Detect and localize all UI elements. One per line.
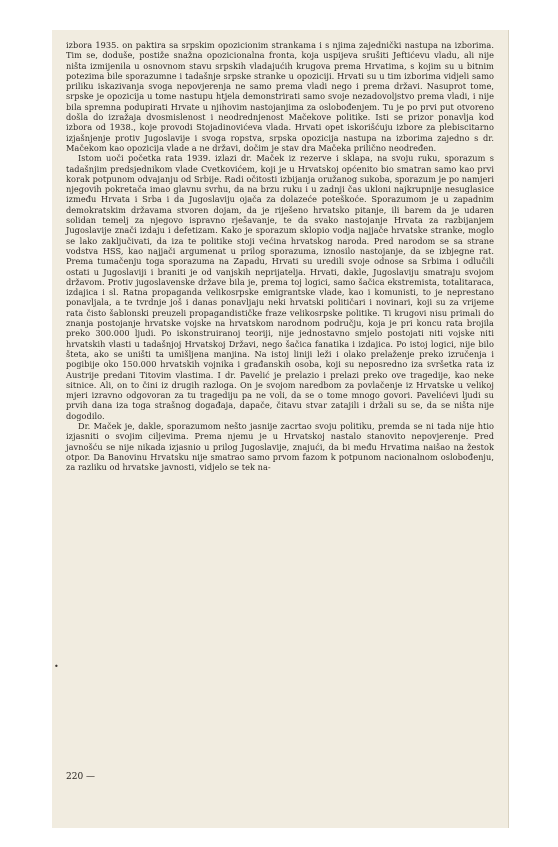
body-text bbox=[66, 40, 494, 472]
page-number: 220 — bbox=[66, 772, 96, 782]
paragraph-1: izbora 1935. on paktira sa srpskim opozicionim strankama i s njima zajednički nastupa na izborima. Tim se, doduše, postiže snažna opozicionalna fronta, koja uspijeva srušiti Jeftićevu vladu, ali nije ništa izmijenila u osnovnom stavu srpskih vladajućih krugova prema Hrvatima, s kojim su u bitnim potezima bile sporazumne i tadašnje srpske stranke u opoziciji. Hrvati su u tim izborima vidjeli samo priliku iskazivanja svoga nepovjerenja ne samo prema vladi nego i prema državi. Nasuprot tome, srpske je opozicija u tome nastupu htjela demonstrirati samo svoje nezadovoljstvo prema vladi, i nije bila spremna podupirati Hrvate u njihovim nastojanjima za oslobođenjem. Tu je po prvi put otvoreno došla do izražaja dvosmislenost i neodrednjenost Mačekove politike. Isti se prizor ponavlja kod izbora od 1938., koje provodi Stojadinovićeva vlada. Hrvati opet iskorišćuju izbore za plebiscitarno izjašnjenje protiv Jugoslavije i svoga ropstva, srpska opozicija nastupa na izborima zajedno s dr. Mačekom kao opozicija vlade a ne državi, dočim je stav dra Mačeka prilično neodređen. bbox=[66, 40, 494, 153]
book-page bbox=[52, 30, 509, 828]
margin-mark: • bbox=[54, 662, 59, 671]
paragraph-3: Dr. Maček je, dakle, sporazumom nešto jasnije zacrtao svoju politiku, premda se ni tada nije htio izjasniti o svojim ciljevima. Prema njemu je u Hrvatskoj nastalo stanovito nepovjerenje. Pred javnošću se nije nikada izjasnio u prilog Jugoslavije, znajući, da bi među Hrvatima naišao na žestok otpor. Da Banovinu Hrvatsku nije smatrao samo prvom fazom k potpunom nacionalnom oslobođenju, za razliku od hrvatske javnosti, vidjelo se tek na- bbox=[66, 420, 494, 473]
paragraph-2: Istom uoči početka rata 1939. izlazi dr. Maček iz rezerve i sklapa, na svoju ruku, sporazum s tadašnjim predsjednikom vlade Cvetkovićem, koji je u Hrvatskoj općenito bio smatran samo kao prvi korak potpunom odvajanju od Srbije. Radi očitosti izbijanja oružanog sukoba, sporazum je po namjeri njegovih pokretača imao glavnu svrhu, da na brzu ruku i u zadnji čas ukloni najkrupnije nesuglasice između Hrvata i Srba i da Jugoslaviju ojača za dolazeće poteškoće. Sporazumom je u zapadnim demokratskim državama stvoren dojam, da je riješeno hrvatsko pitanje, ili barem da je udaren solidan temelj za njegovo ispravno rješavanje, te da svako nastojanje Hrvata za razbijanjem Jugoslavije znači izdaju i defetizam. Kako je sporazum sklopio vodja najjače hrvatske stranke, moglo se lako zaključivati, da iza te politike stoji većina hrvatskog naroda. Pred narodom se sa strane vodstva HSS, kao najjači argumenat u prilog sporazuma, iznosilo nastojanje, da se izbjegne rat. Prema tumačenju toga sporazuma na Zapadu, Hrvati su uredili svoje odnose sa Srbima i odlučili ostati u Jugoslaviji i braniti je od vanjskih neprijatelja. Hrvati, dakle, Jugoslaviju smatraju svojom državom. Protiv jugoslavenske države bila je, prema toj logici, samo šačica ekstremista, totalitaraca, izdajica i sl. Ratna propaganda velikosrpske emigrantske vlade, kao i komunisti, to je neprestano ponavljala, a te tvrdnje još i danas ponavljaju neki hrvatski političari i novinari, koji su za vrijeme rata čisto šablonski preuzeli propagandističke fraze velikosrpske politike. Ti krugovi nisu primali do znanja postojanje hrvatske vojske na hrvatskom narodnom području, koja je pri koncu rata brojila preko 300.000 ljudi. Po iskonstruiranoj teoriji, nije jednostavno smjelo postojati niti vojske niti hrvatskih vlasti u tadašnjoj Hrvatskoj Državi, nego šačica fanatika i izdajica. Po istoj logici, nije bilo šteta, ako se uništi ta umišljena manjina. Na istoj liniji leži i olako prelaženje preko izručenja i pogibije oko 150.000 hrvatskih vojnika i građanskih osoba, koji su neposredno iza svršetka rata iz Austrije predani Titovim vlastima. I dr. Pavelić je prelazio i prelazi preko ove tragedije, kao neke sitnice. Ali, on to čini iz drugih razloga. On je svojom naredbom za povlačenje iz Hrvatske u velikoj mjeri izravno odgovoran za tu tragediju pa ne voli, da se o tome mnogo govori. Pavelićevi ljudi su prvih dana iza toga strašnog događaja, dapače, čitavu stvar zatajili i držali su se, da se ništa nije dogodilo. bbox=[66, 153, 494, 421]
